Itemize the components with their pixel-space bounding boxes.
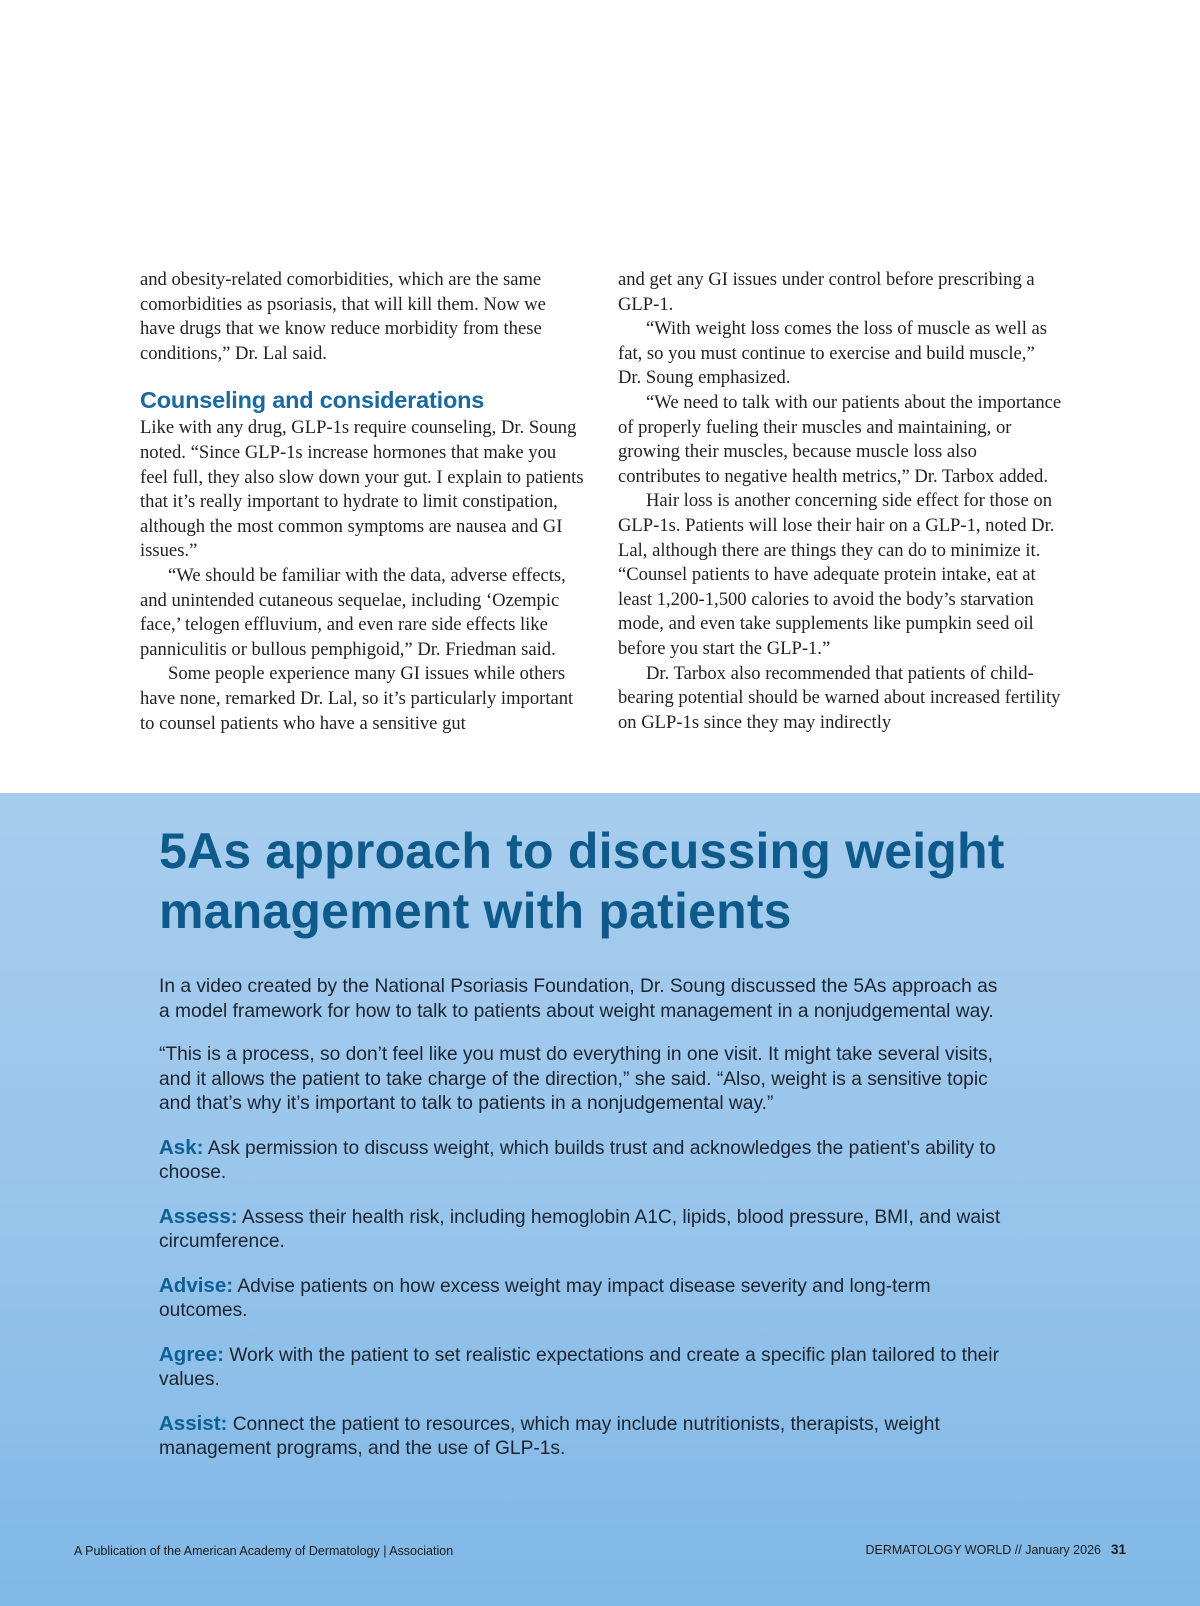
article-body xyxy=(140,268,1062,736)
page-footer xyxy=(0,1542,1200,1562)
item-text: Ask permission to discuss weight, which builds trust and acknowledges the patient’s ability to choose. xyxy=(159,1137,996,1183)
item-label: Agree: xyxy=(159,1342,224,1366)
footer-issue-info xyxy=(865,1542,1126,1557)
item-label: Advise: xyxy=(159,1273,234,1297)
sidebar-item-assess xyxy=(159,1205,1009,1255)
item-label: Assess: xyxy=(159,1204,238,1228)
article-paragraph: and get any GI issues under control before prescribing a GLP-1. xyxy=(618,269,1035,315)
item-text: Assess their health risk, including hemoglobin A1C, lipids, blood pressure, BMI, and waist circumference. xyxy=(159,1206,1001,1252)
article-paragraph: “With weight loss comes the loss of muscle as well as fat, so you must continue to exercise and build muscle,” Dr. Soung emphasized. xyxy=(618,318,1048,389)
item-label: Ask: xyxy=(159,1135,204,1159)
sidebar-box xyxy=(0,793,1200,1606)
section-heading: Counseling and considerations xyxy=(140,387,485,414)
footer-publication: A Publication of the American Academy of Dermatology | Association xyxy=(74,1544,454,1558)
page-number: 31 xyxy=(1110,1542,1126,1557)
item-text: Advise patients on how excess weight may impact disease severity and long-term outcomes. xyxy=(159,1275,931,1321)
footer-issue: DERMATOLOGY WORLD // January 2026 xyxy=(865,1543,1101,1557)
item-label: Assist: xyxy=(159,1411,228,1435)
article-paragraph: and obesity-related comorbidities, which are the same comorbidities as psoriasis, that will kill them. Now we have drugs that we know reduce morbidity from these conditions,” Dr. Lal said. xyxy=(140,269,546,364)
article-right-column xyxy=(618,268,1062,736)
sidebar-quote: “This is a process, so don’t feel like you must do everything in one visit. It might take several visits, and it allows the patient to take charge of the direction,” she said. “Also, weight is a sensitive topic and that’s why it’s important to talk to patients in a nonjudgemental way.” xyxy=(159,1044,993,1114)
article-paragraph: Dr. Tarbox also recommended that patients of child-bearing potential should be warned about increased fertility on GLP-1s since they may indirectly xyxy=(618,662,1061,733)
item-text: Work with the patient to set realistic expectations and create a specific plan tailored to their values. xyxy=(159,1344,999,1390)
sidebar-item-advise xyxy=(159,1274,1009,1324)
sidebar-body xyxy=(159,975,1009,1481)
article-paragraph: “We need to talk with our patients about the importance of properly fueling their muscles and maintaining, or growing their muscles, because muscle loss also contributes to negative health metrics,” Dr. Tarbox added. xyxy=(618,391,1062,487)
sidebar-item-assist xyxy=(159,1412,1009,1462)
sidebar-title: 5As approach to discussing weight management with patients xyxy=(159,823,1005,939)
article-paragraph: “We should be familiar with the data, adverse effects, and unintended cutaneous sequelae, including ‘Ozempic face,’ telogen effluvium, and even rare side effects like panniculitis or bullous pemphigoid,” Dr. Friedman said. xyxy=(140,564,566,660)
article-paragraph: Some people experience many GI issues while others have none, remarked Dr. Lal, so it’s particularly important to counsel patients who have a sensitive gut xyxy=(140,663,574,734)
article-left-column xyxy=(140,268,584,736)
article-paragraph: Hair loss is another concerning side effect for those on GLP-1s. Patients will lose their hair on a GLP-1, noted Dr. Lal, although there are things they can do to minimize it. “Counsel patients to have adequate protein intake, eat at least 1,200-1,500 calories to avoid the body’s starvation mode, and even take supplements like pumpkin seed oil before you start the GLP-1.” xyxy=(618,490,1055,659)
sidebar-item-ask xyxy=(159,1136,1009,1186)
item-text: Connect the patient to resources, which may include nutritionists, therapists, weight management programs, and the use of GLP-1s. xyxy=(159,1413,940,1459)
sidebar-item-agree xyxy=(159,1343,1009,1393)
article-paragraph: Like with any drug, GLP-1s require counseling, Dr. Soung noted. “Since GLP-1s increase hormones that make you feel full, they also slow down your gut. I explain to patients that it’s really important to hydrate to limit constipation, although the most common symptoms are nausea and GI issues.” xyxy=(140,417,584,562)
sidebar-intro: In a video created by the National Psoriasis Foundation, Dr. Soung discussed the 5As approach as a model framework for how to talk to patients about weight management in a nonjudgemental way. xyxy=(159,976,998,1022)
